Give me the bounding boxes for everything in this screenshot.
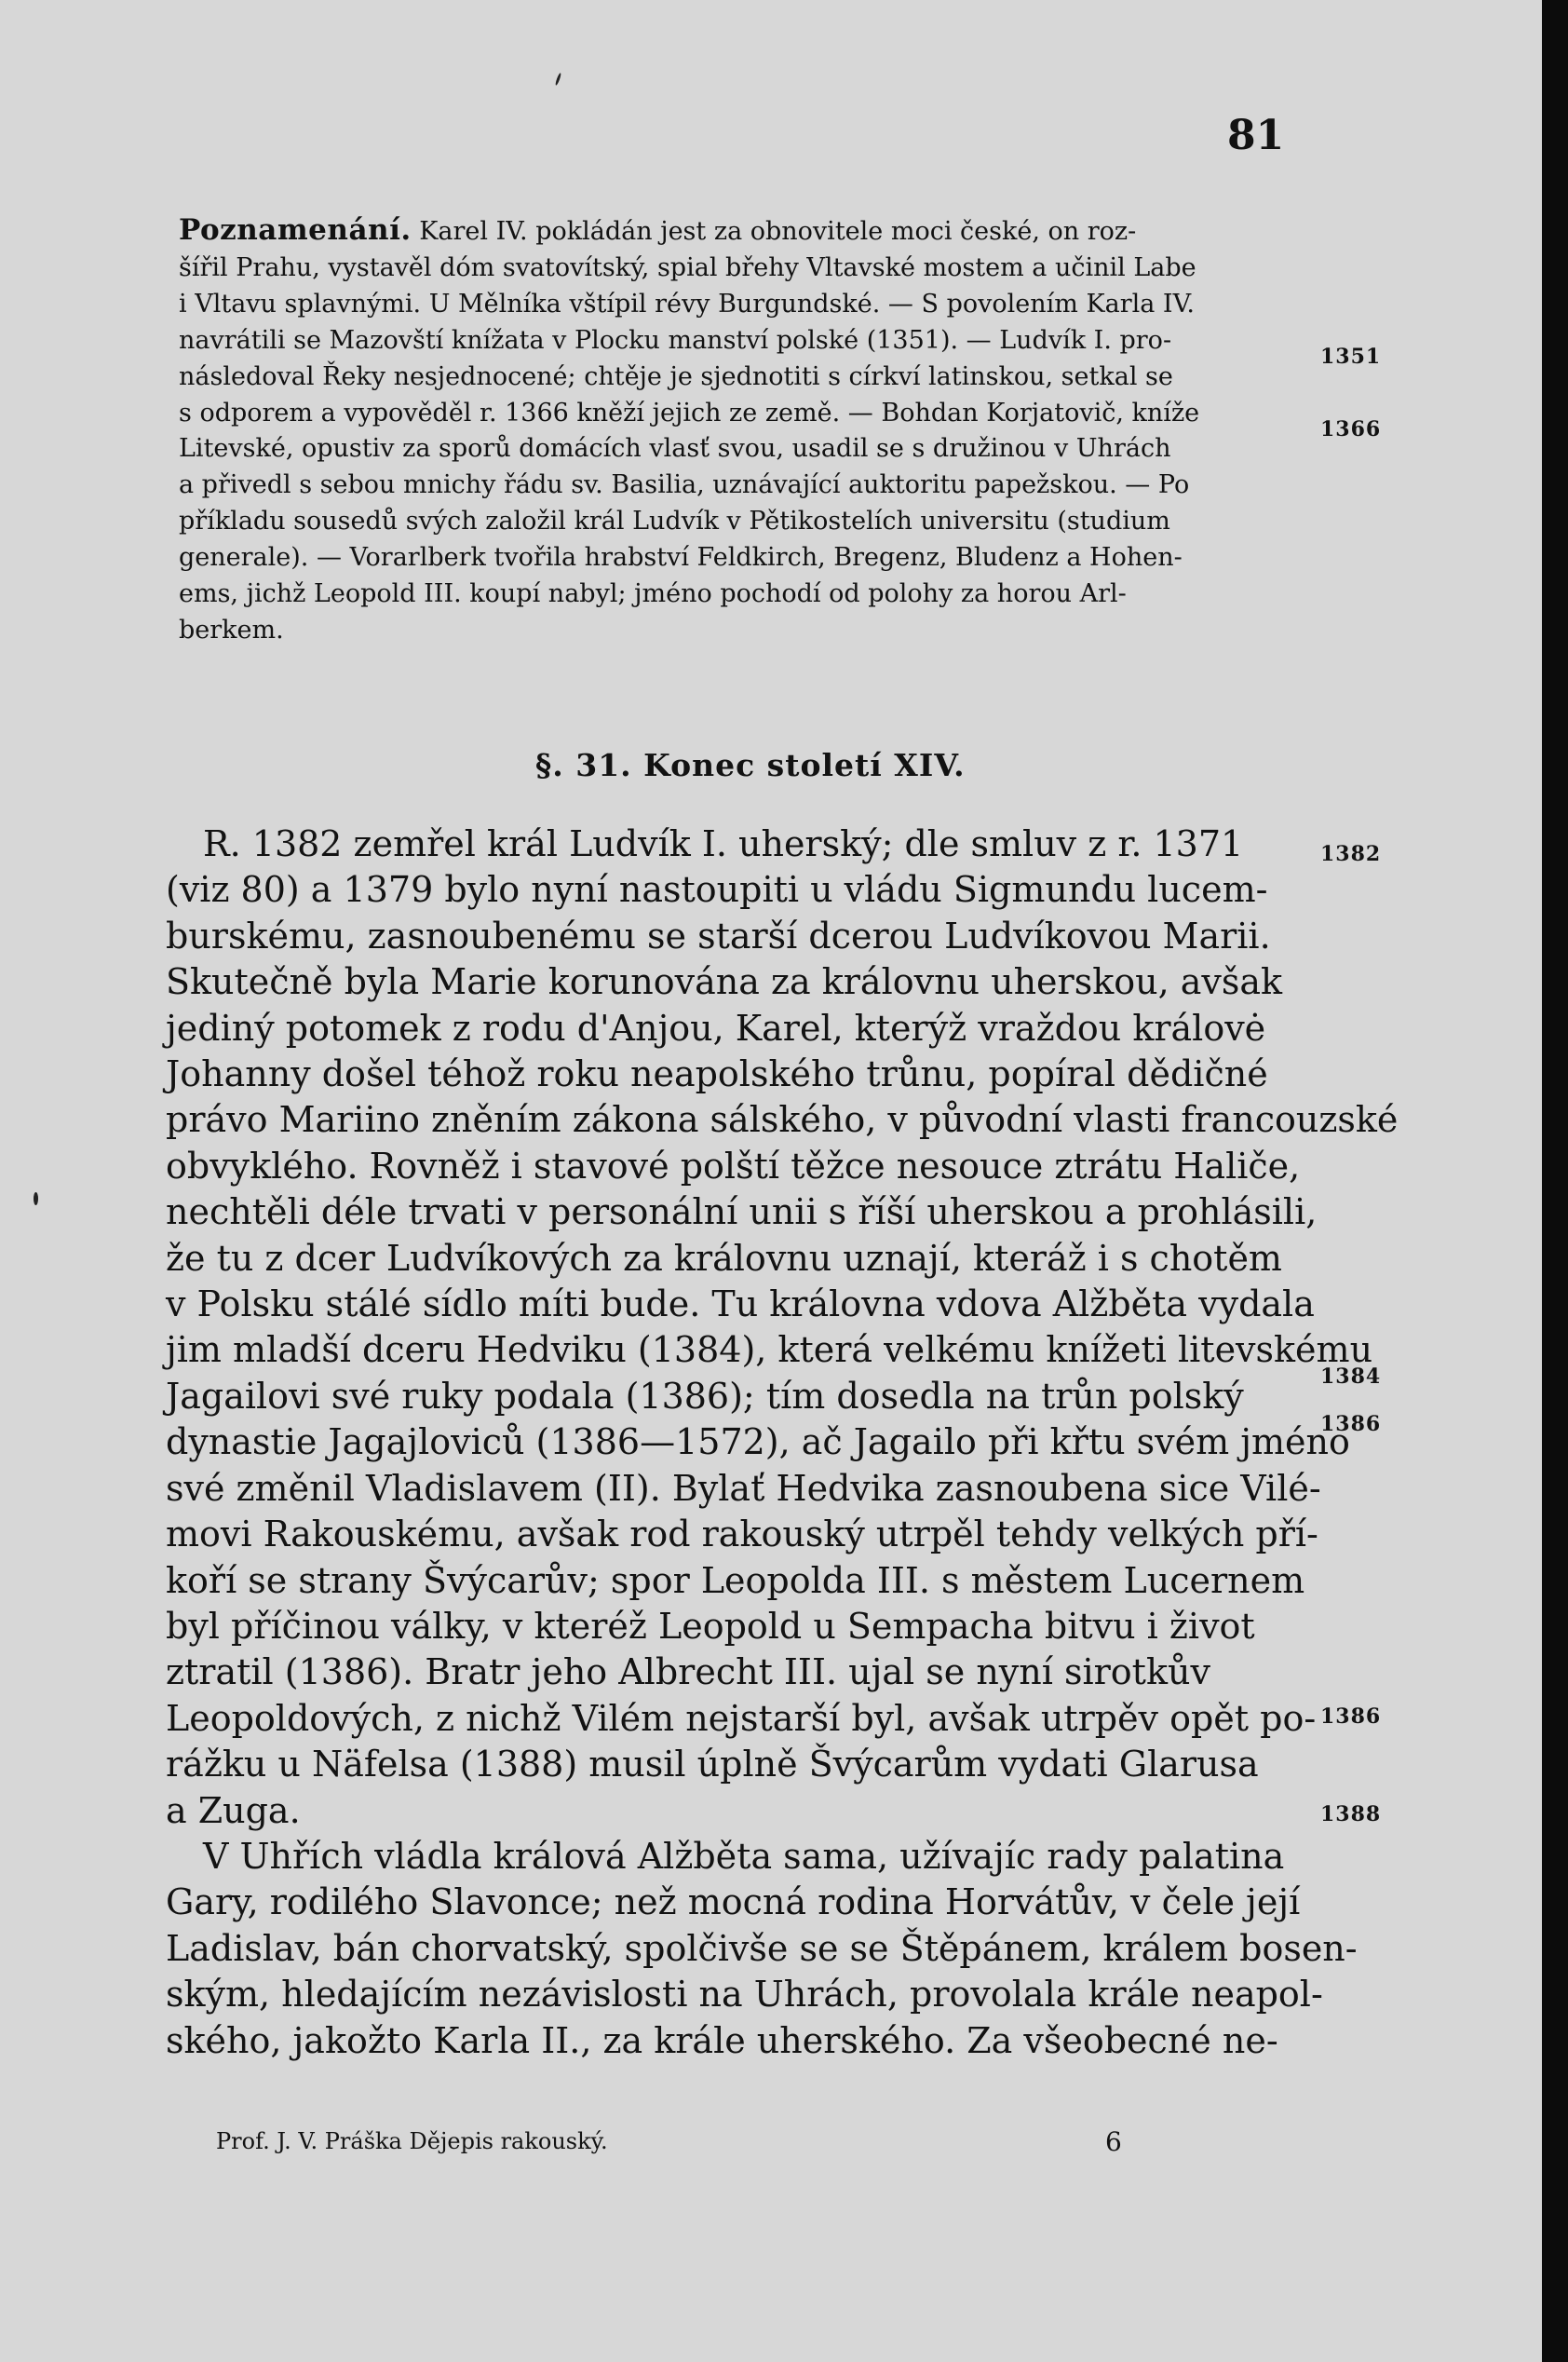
body-line: právo Mariino zněním zákona sálského, v původní vlasti francouzské	[166, 1099, 1399, 1141]
body-line: obvyklého. Rovněž i stavové polští těžce nesouce ztrátu Haliče,	[166, 1145, 1301, 1187]
note-lead: Poznamenání.	[179, 213, 412, 247]
margin-year: 1388	[1320, 1802, 1382, 1826]
margin-year: 1384	[1320, 1364, 1382, 1389]
body-line: Skutečně byla Marie korunována za královnu uherskou, avšak	[166, 961, 1283, 1003]
note-line: berkem.	[179, 615, 284, 645]
body-line: Johanny došel téhož roku neapolského trůnu, popíral dědičné	[166, 1053, 1268, 1095]
note-line-text: Karel IV. pokládán jest za obnovitele moci české, on roz-	[419, 217, 1137, 246]
note-line: Litevské, opustiv za sporů domácích vlasť svou, usadil se s družinou v Uhrách	[179, 434, 1171, 464]
note-line: šířil Prahu, vystavěl dóm svatovítský, spial břehy Vltavské mostem a učinil Labe	[179, 252, 1196, 282]
margin-year: 1366	[1320, 417, 1382, 441]
footer-signature: 6	[1105, 2126, 1122, 2157]
body-line: nechtěli déle trvati v personální unii s říší uherskou a prohlásili,	[166, 1191, 1318, 1233]
body-line: (viz 80) a 1379 bylo nyní nastoupiti u vládu Sigmundu lucem-	[166, 869, 1268, 911]
body-line: Leopoldových, z nichž Vilém nejstarší byl, avšak utrpěv opět po-	[166, 1697, 1317, 1739]
body-line: že tu z dcer Ludvíkových za královnu uznají, kteráž i s chotěm	[166, 1237, 1282, 1279]
margin-year: 1351	[1320, 345, 1382, 369]
body-line: Gary, rodilého Slavonce; než mocná rodina Horvátův, v čele její	[166, 1881, 1301, 1923]
body-line: V Uhřích vládla králová Alžběta sama, užívajíc rady palatina	[203, 1835, 1285, 1877]
note-line: i Vltavu splavnými. U Mělníka vštípil révy Burgundské. — S povolením Karla IV.	[179, 289, 1195, 319]
note-paragraph	[179, 212, 1305, 649]
body-line: ského, jakožto Karla II., za krále uherského. Za všeobecné ne-	[166, 2019, 1278, 2061]
body-line: rážku u Näfelsa (1388) musil úplně Švýcarům vydati Glarusa	[166, 1744, 1259, 1785]
body-line: byl příčinou války, v kteréž Leopold u Sempacha bitvu i život	[166, 1605, 1255, 1647]
note-line: navrátili se Mazovští knížata v Plocku manství polské (1351). — Ludvík I. pro-	[179, 325, 1172, 355]
margin-year: 1382	[1320, 842, 1382, 866]
note-line: ems, jichž Leopold III. koupí nabyl; jméno pochodí od polohy za horou Arl-	[179, 579, 1127, 609]
body-line: jediný potomek z rodu d'Anjou, Karel, kterýž vraždou královė	[166, 1007, 1266, 1049]
note-line: příkladu sousedů svých založil král Ludvík v Pětikostelích universitu (studium	[179, 507, 1170, 536]
margin-year: 1386	[1320, 1412, 1382, 1436]
note-line: a přivedl s sebou mnichy řádu sv. Basilia, uznávající auktoritu papežskou. — Po	[179, 470, 1190, 500]
body-line: jim mladší dceru Hedviku (1384), která velkému knížeti litevskému	[166, 1329, 1373, 1371]
body-line: R. 1382 zemřel král Ludvík I. uherský; dle smluv z r. 1371	[203, 823, 1244, 864]
body-line: Jagailovi své ruky podala (1386); tím dosedla na trůn polský	[166, 1375, 1244, 1417]
body-line: burskému, zasnoubenému se starší dcerou Ludvíkovou Marii.	[166, 915, 1271, 957]
page-number: 81	[1227, 112, 1285, 159]
print-speck	[34, 1192, 38, 1205]
body-line: ským, hledajícím nezávislosti na Uhrách, provolala krále neapol-	[166, 1974, 1323, 2016]
body-text	[166, 821, 1399, 2064]
body-line: ztratil (1386). Bratr jeho Albrecht III. ujal se nyní sirotkův	[166, 1651, 1210, 1693]
footer-author: Prof. J. V. Práška Dějepis rakouský.	[216, 2128, 608, 2154]
section-heading: §. 31. Konec století XIV.	[535, 747, 966, 783]
margin-year: 1386	[1320, 1704, 1382, 1729]
body-line: Ladislav, bán chorvatský, spolčivše se se Štěpánem, králem bosen-	[166, 1927, 1358, 1969]
body-line: a Zuga.	[166, 1789, 301, 1831]
body-line: movi Rakouskému, avšak rod rakouský utrpěl tehdy velkých pří-	[166, 1514, 1318, 1555]
body-line: koří se strany Švýcarův; spor Leopolda III. s městem Lucernem	[166, 1559, 1305, 1601]
body-line: své změnil Vladislavem (II). Bylať Hedvika zasnoubena sice Vilé-	[166, 1467, 1321, 1509]
note-line: s odporem a vypověděl r. 1366 kněží jejich ze země. — Bohdan Korjatovič, kníže	[179, 398, 1200, 428]
body-line: dynastie Jagajloviců (1386—1572), ač Jagailo při křtu svém jméno	[166, 1421, 1350, 1463]
print-speck	[555, 73, 562, 86]
note-line: následoval Řeky nesjednocené; chtěje je sjednotiti s církví latinskou, setkal se	[179, 361, 1173, 391]
note-line	[179, 212, 1305, 251]
body-line: v Polsku stálé sídlo míti bude. Tu královna vdova Alžběta vydala	[166, 1283, 1315, 1325]
note-line: generale). — Vorarlberk tvořila hrabství Feldkirch, Bregenz, Bludenz a Hohen-	[179, 543, 1183, 573]
